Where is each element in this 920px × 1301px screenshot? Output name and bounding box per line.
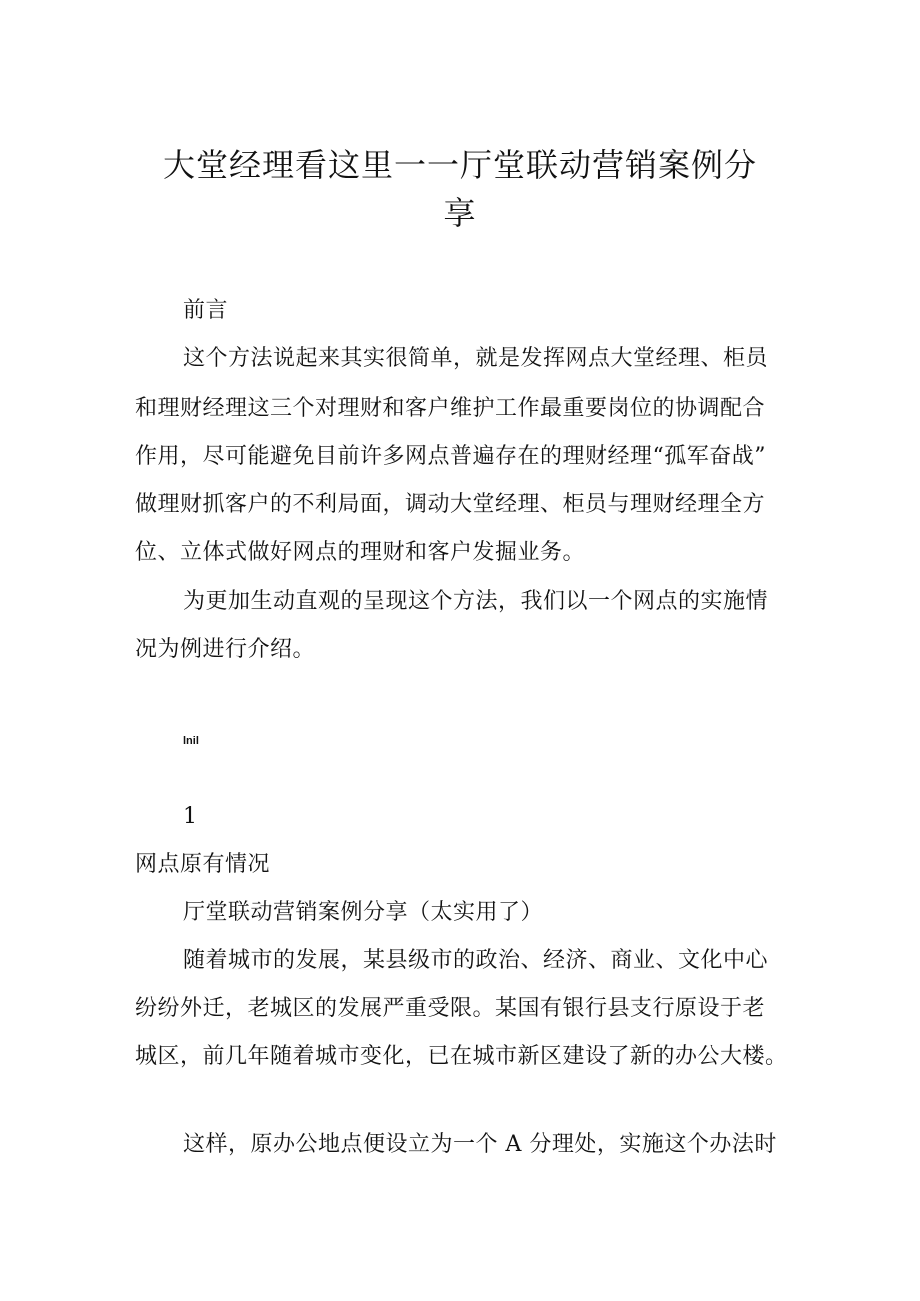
preface-para1-line: 这个方法说起来其实很简单，就是发挥网点大堂经理、柜员	[183, 346, 769, 371]
section-para2-line: 这样，原办公地点便设立为一个 A 分理处，实施这个办法时	[183, 1132, 777, 1157]
section-number: 1	[183, 804, 198, 829]
section-heading: 网点原有情况	[135, 852, 271, 877]
preface-para1-line: 位、立体式做好网点的理财和客户发掘业务。	[135, 540, 586, 565]
preface-para1-line: 和理财经理这三个对理财和客户维护工作最重要岗位的协调配合	[135, 396, 766, 421]
section-subtitle: 厅堂联动营销案例分享（太实用了）	[183, 900, 544, 925]
section-para1-line: 城区，前几年随着城市变化，已在城市新区建设了新的办公大楼。	[135, 1044, 788, 1069]
title-line-2: 享	[443, 194, 477, 232]
section-para1-line: 随着城市的发展，某县级市的政治、经济、商业、文化中心	[183, 948, 769, 973]
preface-para1-line: 做理财抓客户的不利局面，调动大堂经理、柜员与理财经理全方	[135, 492, 766, 517]
preface-para2-line: 为更加生动直观的呈现这个方法，我们以一个网点的实施情	[183, 589, 769, 614]
preface-heading: 前言	[183, 298, 229, 323]
preface-para1-line: 作用，尽可能避免目前许多网点普遍存在的理财经理“孤军奋战”	[135, 444, 766, 469]
small-mark-text: lnil	[183, 735, 199, 747]
document-title	[130, 141, 790, 237]
title-line-1: 大堂经理看这里一一厅堂联动营销案例分	[162, 146, 757, 184]
preface-para2-line: 况为例进行介绍。	[135, 637, 316, 662]
section-para1-line: 纷纷外迁，老城区的发展严重受限。某国有银行县支行原设于老	[135, 996, 766, 1021]
